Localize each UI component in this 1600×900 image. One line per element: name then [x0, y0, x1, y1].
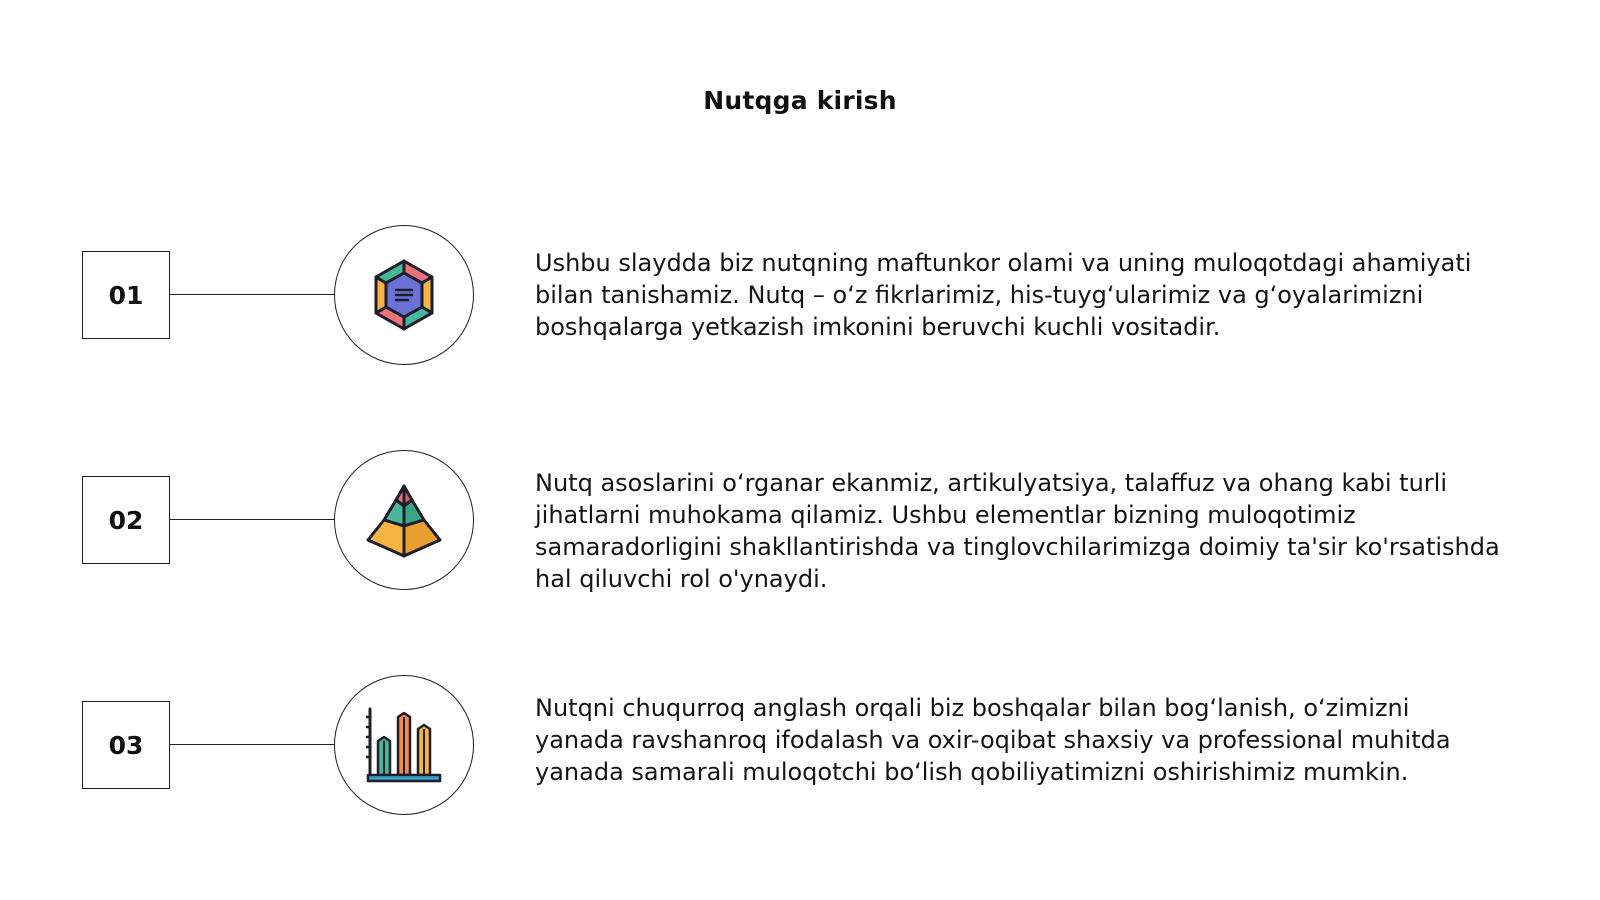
item-description: Ushbu slaydda biz nutqning maftunkor olami va uning muloqotdagi ahamiyati bilan tanishamiz. Nutq – o‘z fikrlarimiz, his-tuyg‘ularimiz va g‘oyalarimizni boshqalarga yetkazish imkonini beruvchi kuchli vositadir. — [535, 249, 1472, 341]
connector-line — [170, 744, 334, 745]
connector-line — [170, 294, 334, 295]
bar-chart-icon — [362, 703, 446, 787]
number-box: 01 — [82, 251, 170, 339]
list-item — [0, 675, 1600, 815]
item-description: Nutqni chuqurroq anglash orqali biz boshqalar bilan bog‘lanish, o‘zimizni yanada ravshanroq ifodalash va oxir-oqibat shaxsiy va professional muhitda yanada samarali muloqotchi bo‘lish qobiliyatimizni oshirishimiz mumkin. — [535, 694, 1451, 786]
connector-line — [170, 519, 334, 520]
icon-circle — [334, 675, 474, 815]
number-box: 02 — [82, 476, 170, 564]
hexagon-icon — [364, 255, 444, 335]
number-box: 03 — [82, 701, 170, 789]
list-item — [0, 450, 1600, 593]
pyramid-icon — [362, 478, 446, 562]
item-description: Nutq asoslarini o‘rganar ekanmiz, artikulyatsiya, talaffuz va ohang kabi turli jihatlarni muhokama qilamiz. Ushbu elementlar bizning muloqotimiz samaradorligini shakllantirishda va tinglovchilarimizga doimiy ta'sir ko'rsatishda hal qiluvchi rol o'ynaydi. — [535, 469, 1500, 593]
slide-title: Nutqga kirish — [703, 86, 897, 115]
icon-circle — [334, 225, 474, 365]
icon-circle — [334, 450, 474, 590]
list-item — [0, 225, 1600, 365]
